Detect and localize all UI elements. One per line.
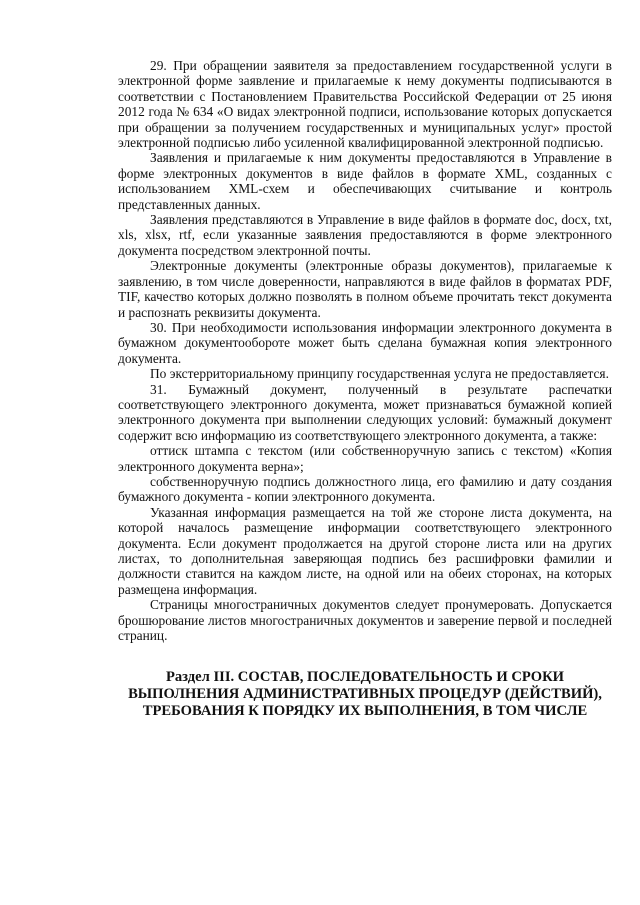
paragraph-electronic-images: Электронные документы (электронные образы документов), прилагаемые к заявлению, в том числе доверенности, направляются в виде файлов в форматах PDF, TIF, качество которых должно позволять в полном объеме прочитать текст документа и распознать реквизиты документа. <box>118 258 612 320</box>
section-heading-line: Раздел III. СОСТАВ, ПОСЛЕДОВАТЕЛЬНОСТЬ И СРОКИ <box>165 669 565 686</box>
paragraph-xml-format: Заявления и прилагаемые к ним документы предоставляются в Управление в форме электронных документов в виде файлов в формате XML, созданных с использованием XML-схем и обеспечивающих считывание и контроль представленных данных. <box>118 150 612 212</box>
section-heading-line: ТРЕБОВАНИЯ К ПОРЯДКУ ИХ ВЫПОЛНЕНИЯ, В ТОМ ЧИСЛЕ <box>142 703 588 720</box>
paragraph-29: 29. При обращении заявителя за предоставлением государственной услуги в электронной форме заявление и прилагаемые к нему документы подписываются в соответствии с Постановлением Правительства Российской Федерации от 25 июня 2012 года № 634 «О видах электронной подписи, использование которых допускается при обращении за получением государственных и муниципальных услуг» простой электронной подписью либо усиленной квалифицированной электронной подписью. <box>118 58 612 151</box>
paragraph-30: 30. При необходимости использования информации электронного документа в бумажном документообороте может быть сделана бумажная копия электронного документа. <box>118 319 612 366</box>
document-page <box>118 58 612 720</box>
paragraph-31: 31. Бумажный документ, полученный в результате распечатки соответствующего электронного документа, может признаваться бумажной копией электронного документа при выполнении следующих условий: бумажный документ содержит всю информацию из соответствующего электронного документа, а также: <box>118 381 612 443</box>
paragraph-pagination: Страницы многостраничных документов следует пронумеровать. Допускается брошюрование листов многостраничных документов и заверение первой и последней страниц. <box>118 597 612 644</box>
paragraph-placement: Указанная информация размещается на той же стороне листа документа, на которой началось размещение информации соответствующего электронного документа. Если документ продолжается на другой стороне листа или на других листах, то дополнительная заверяющая подпись без расшифровки фамилии и должности ставится на каждом листе, на одной или на обеих сторонах, на которых размещена информация. <box>118 504 612 597</box>
section-heading-line: ВЫПОЛНЕНИЯ АДМИНИСТРАТИВНЫХ ПРОЦЕДУР (ДЕЙСТВИЙ), <box>128 686 602 703</box>
paragraph-extraterritorial: По экстерриториальному принципу государственная услуга не предоставляется. <box>150 366 609 382</box>
paragraph-stamp: оттиск штампа с текстом (или собственноручную запись с текстом) «Копия электронного документа верна»; <box>118 443 612 474</box>
paragraph-signature: собственноручную подпись должностного лица, его фамилию и дату создания бумажного документа - копии электронного документа. <box>118 473 612 505</box>
paragraph-file-formats: Заявления представляются в Управление в виде файлов в формате doc, docx, txt, xls, xlsx, rtf, если указанные заявления предоставляются в форме электронного документа посредством электронной почты. <box>118 212 612 258</box>
section-heading <box>118 669 612 720</box>
